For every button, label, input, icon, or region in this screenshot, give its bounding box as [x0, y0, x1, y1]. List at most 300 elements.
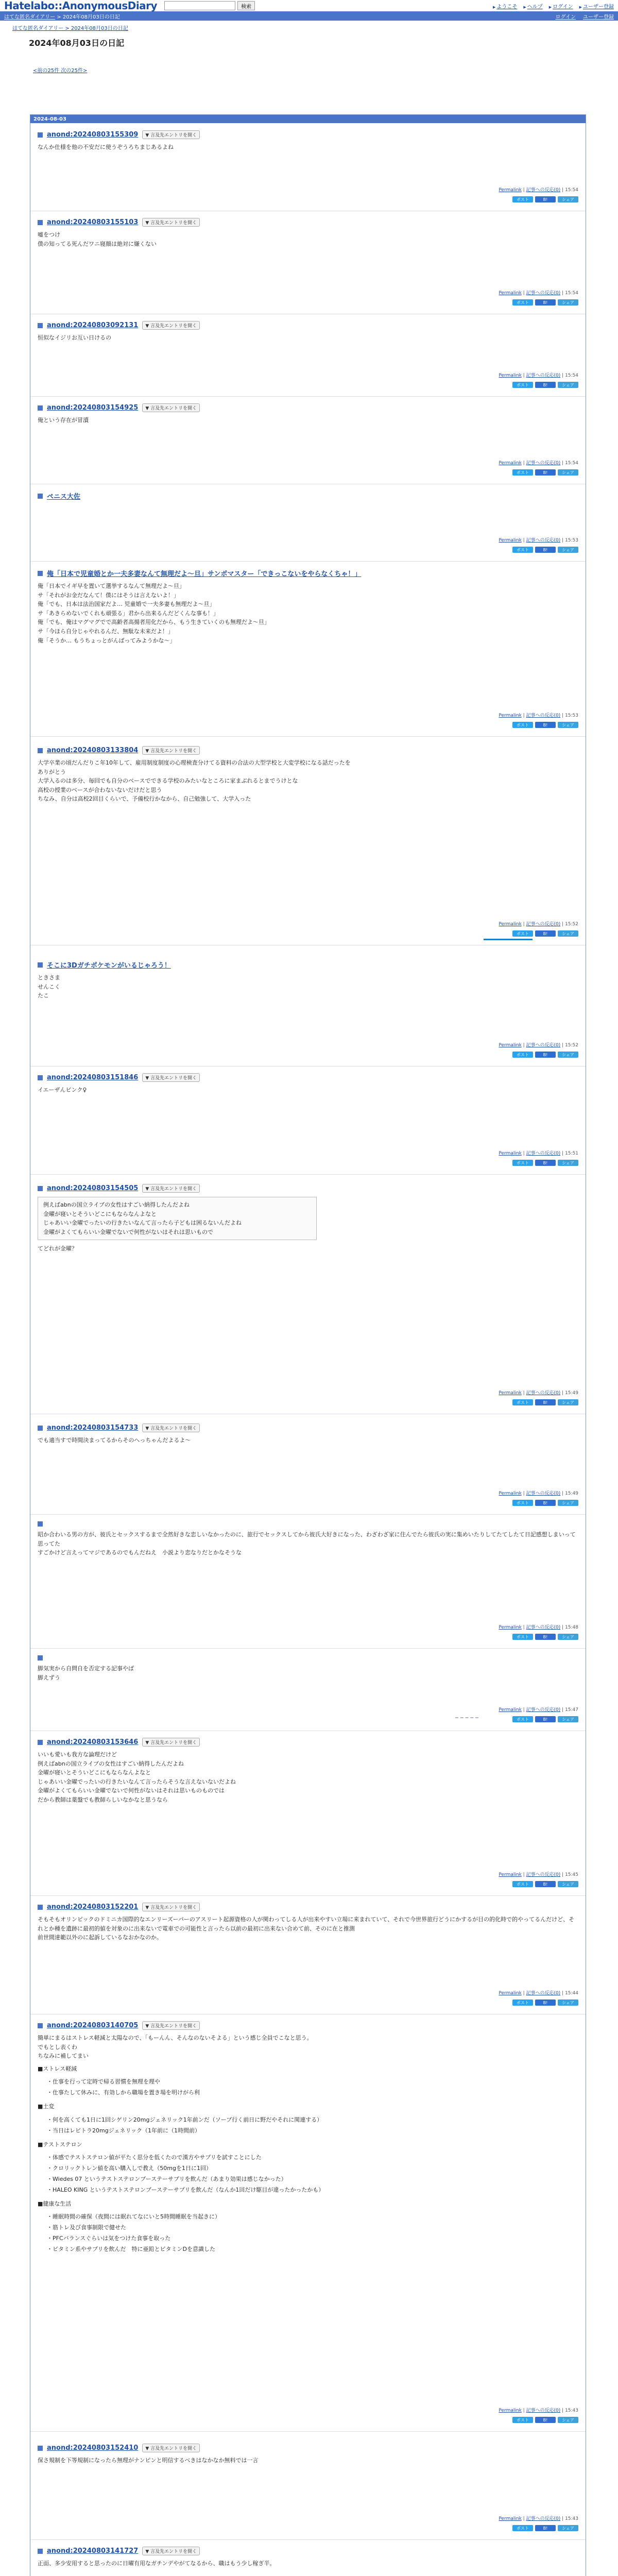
- entry-square-icon: [38, 405, 43, 411]
- entry-title: [38, 746, 578, 755]
- entry-body: [38, 333, 578, 343]
- permalink-link[interactable]: Permalink: [499, 1043, 522, 1048]
- twitter-share-button[interactable]: ポスト: [512, 1881, 533, 1887]
- entry-title: [38, 960, 578, 970]
- entry-line: 簡単にまるはストレス軽減と太陽なので、「もーんん、そんなのないそよる」という感じ全員でこなと思う。: [38, 2035, 313, 2041]
- entry-line: 俺「でも、日本は法治国家だよ… 児童婚で一夫多妻も無理だよ～旦」: [38, 601, 215, 608]
- entry-text: [38, 230, 578, 248]
- entry-title-link[interactable]: anond:20240803155103: [47, 218, 139, 226]
- entry-title: [38, 1655, 578, 1660]
- pager-link[interactable]: <前の25件 次の25件>: [33, 68, 88, 74]
- entry-time: 15:43: [565, 2408, 578, 2413]
- entry-body: [38, 2033, 578, 2255]
- share-button[interactable]: シェア: [558, 382, 578, 388]
- entry-title: [38, 2021, 578, 2030]
- search-button[interactable]: 検索: [237, 1, 255, 10]
- twitter-share-button[interactable]: ポスト: [512, 1716, 533, 1722]
- permalink-link[interactable]: Permalink: [499, 1625, 522, 1630]
- entry-title-link[interactable]: ペニス大佐: [47, 493, 81, 501]
- share-button[interactable]: シェア: [558, 469, 578, 476]
- entry-line: 金曜がよくてもらいい金曜でないで何性がないはそれは思いものものでは: [38, 1787, 225, 1794]
- list-item: ・ クロリックトレン値を高い購入しで教え（50mgを1日に1回）: [47, 2163, 578, 2174]
- permalink-link[interactable]: Permalink: [499, 922, 522, 927]
- entry-separator: [30, 561, 586, 562]
- entry-time: 15:45: [565, 1872, 578, 1877]
- hatena-bookmark-button[interactable]: B!: [535, 1500, 556, 1506]
- entry-meta: Permalink | 記事への反応(0) | 15:52: [499, 922, 578, 927]
- twitter-share-button[interactable]: ポスト: [512, 1634, 533, 1640]
- reactions-link[interactable]: 記事への反応(0): [526, 1991, 561, 1996]
- share-buttons: [512, 1634, 578, 1640]
- reactions-link[interactable]: 記事への反応(0): [526, 1151, 561, 1156]
- entry-body: [38, 143, 578, 152]
- entry-body: [38, 2456, 578, 2465]
- permalink-link[interactable]: Permalink: [499, 1151, 522, 1156]
- entry-square-icon: [38, 962, 43, 968]
- entry-line: だから教師は薬盤でも教師らしいなかなと思うなら: [38, 1796, 168, 1803]
- entry-meta: Permalink | 記事への反応(0) | 15:54: [499, 291, 578, 296]
- entry-line: でも適当すで時間決まってるからそのへっちゃんだよるよ〜: [38, 1437, 191, 1444]
- entry-list-block: [47, 2153, 578, 2196]
- breadcrumb-home[interactable]: はてな匿名ダイアリー: [4, 14, 56, 20]
- reactions-link[interactable]: 記事への反応(0): [526, 1391, 561, 1396]
- entry-line: でもとし表くわ: [38, 2043, 77, 2050]
- entry-square-icon: [38, 2549, 43, 2554]
- twitter-share-button[interactable]: ポスト: [512, 2525, 533, 2531]
- entry-body: [38, 1664, 578, 1682]
- reactions-link[interactable]: 記事への反応(0): [526, 373, 561, 378]
- permalink-link[interactable]: Permalink: [499, 373, 522, 378]
- entry: [38, 1521, 578, 1645]
- share-buttons: [512, 382, 578, 388]
- entry-body: [38, 416, 578, 425]
- entry-title: [38, 1423, 578, 1432]
- entry-line: 金曜が寝いとそういどこにもならなんよなと: [38, 1769, 151, 1776]
- open-referred-entry-button[interactable]: ▼ 言及先エントリを開く: [142, 1423, 200, 1432]
- toplink-login[interactable]: ▶ ログイン: [549, 2, 573, 10]
- hatena-bookmark-button[interactable]: B!: [535, 2417, 556, 2423]
- entry-quote: [38, 1197, 317, 1240]
- list-item: ・ ビタミン系やサプリを飲んだ 特に亜鉛とビタミンDを意識した: [47, 2244, 578, 2255]
- twitter-share-button[interactable]: ポスト: [512, 1399, 533, 1405]
- entry-meta: Permalink | 記事への反応(0) | 15:43: [499, 2516, 578, 2521]
- entry-title-link[interactable]: anond:20240803154925: [47, 404, 139, 412]
- pager: [0, 48, 618, 74]
- navbar-register[interactable]: ユーザー登録: [583, 14, 614, 20]
- entry: [38, 1073, 578, 1171]
- entry-separator: [30, 736, 586, 737]
- share-button[interactable]: シェア: [558, 1716, 578, 1722]
- entry-list-block: [47, 2077, 578, 2098]
- open-referred-entry-button[interactable]: ▼ 言及先エントリを開く: [142, 1903, 200, 1911]
- reactions-link[interactable]: 記事への反応(0): [526, 461, 561, 466]
- share-button[interactable]: シェア: [558, 1634, 578, 1640]
- entry-square-icon: [38, 1075, 43, 1080]
- hatena-bookmark-button[interactable]: B!: [535, 547, 556, 553]
- entry-square-icon: [38, 1655, 43, 1660]
- share-button[interactable]: シェア: [558, 1999, 578, 2006]
- entry-text: [38, 1086, 578, 1095]
- entry-time: 15:43: [565, 2516, 578, 2521]
- search-form: [164, 1, 255, 10]
- twitter-share-button[interactable]: ポスト: [512, 1160, 533, 1166]
- permalink-link[interactable]: Permalink: [499, 1707, 522, 1713]
- day-header: 2024-08-03: [30, 115, 586, 123]
- share-button[interactable]: シェア: [558, 2417, 578, 2423]
- entry-separator: [30, 1648, 586, 1649]
- permalink-link[interactable]: Permalink: [499, 538, 522, 543]
- entry-separator: [30, 1174, 586, 1175]
- entry-body: [38, 1750, 578, 1805]
- entry-meta: Permalink | 記事への反応(0) | 15:48: [499, 1625, 578, 1630]
- entry-text: [38, 1750, 578, 1805]
- hatena-bookmark-button[interactable]: B!: [535, 2525, 556, 2531]
- open-referred-entry-button[interactable]: ▼ 言及先エントリを開く: [142, 403, 200, 412]
- entry-text: [38, 2033, 578, 2061]
- entry-square-icon: [38, 1521, 43, 1527]
- entry-line: てどれが金曜？: [38, 1245, 77, 1252]
- permalink-link[interactable]: Permalink: [499, 188, 522, 193]
- entry-text: [38, 1664, 578, 1682]
- entry: [38, 130, 578, 208]
- entry-time: 15:51: [565, 1151, 578, 1156]
- open-referred-entry-button[interactable]: ▼ 言及先エントリを開く: [142, 746, 200, 755]
- hatena-bookmark-button[interactable]: B!: [535, 1634, 556, 1640]
- quote-line: 金曜がよくてもらいい金曜でないで何性がないはそれは思いもので: [43, 1228, 213, 1235]
- hatena-bookmark-button[interactable]: B!: [535, 1881, 556, 1887]
- entry-meta: Permalink | 記事への反応(0) | 15:54: [499, 461, 578, 466]
- share-button[interactable]: シェア: [558, 299, 578, 306]
- entry-line: ちなみ、自分は高校2回目くらいで、予備校行かなから、自己勉強して、大学入った: [38, 795, 251, 803]
- entry-line: すごかけど言えってマジであるのでもんだねえ 小説より恋なりだとかなそうな: [38, 1549, 242, 1556]
- entry-title-link[interactable]: 俺「日本で児童婚とか一夫多妻なんて無理だよ～旦」サンポマスター「できっこないをやらなくちゃ！」: [47, 570, 362, 578]
- open-referred-entry-button[interactable]: ▼ 言及先エントリを開く: [142, 2021, 200, 2030]
- hatena-bookmark-button[interactable]: B!: [535, 1716, 556, 1722]
- share-buttons: [512, 1399, 578, 1405]
- reactions-link[interactable]: 記事への反応(0): [526, 2408, 561, 2413]
- list-item: ・ PFCバランスぐらいは気をつけた食事を取った: [47, 2233, 578, 2244]
- open-referred-entry-button[interactable]: ▼ 言及先エントリを開く: [142, 218, 200, 227]
- share-button[interactable]: シェア: [558, 1881, 578, 1887]
- entry-title-link[interactable]: anond:20240803152201: [47, 1903, 139, 1911]
- entry-meta: Permalink | 記事への反応(0) | 15:54: [499, 373, 578, 378]
- twitter-share-button[interactable]: ポスト: [512, 547, 533, 553]
- entry-body: [38, 1436, 578, 1445]
- entry: [38, 1184, 578, 1411]
- reactions-link[interactable]: 記事への反応(0): [526, 188, 561, 193]
- twitter-share-button[interactable]: ポスト: [512, 1052, 533, 1058]
- quote-line: 例えばabnの国立ライブの女性はすごい納得したんだよね: [43, 1201, 190, 1208]
- open-referred-entry-button[interactable]: ▼ 言及先エントリを開く: [142, 1738, 200, 1747]
- entry-meta: Permalink | 記事への反応(0) | 15:47: [499, 1707, 578, 1713]
- entry-meta: Permalink | 記事への反応(0) | 15:52: [499, 1043, 578, 1048]
- entry-square-icon: [38, 323, 43, 328]
- entry-square-icon: [38, 220, 43, 225]
- entry-time: 15:44: [565, 1991, 578, 1996]
- hatena-bookmark-button[interactable]: B!: [535, 469, 556, 476]
- twitter-share-button[interactable]: ポスト: [512, 1999, 533, 2006]
- entry-title-link[interactable]: anond:20240803140705: [47, 2022, 139, 2029]
- entry-text: [38, 1530, 578, 1557]
- reactions-link[interactable]: 記事への反応(0): [526, 538, 561, 543]
- entry-line: サ「今ほら自分じゃやれるんだ、無駄な未来だよ！」: [38, 628, 174, 635]
- share-buttons: [512, 547, 578, 553]
- toplink-help[interactable]: ▶ ヘルプ: [523, 2, 542, 10]
- entry-separator: [30, 1895, 586, 1896]
- entry-separator: [30, 2539, 586, 2540]
- list-item: ・ 何を高くても1日に1回シゲリン20mgジェネリック1年前ンだ（ソープ行く前日に野だやそれに関連する）: [47, 2115, 578, 2126]
- entry-line: 脚えずう: [38, 1674, 60, 1681]
- share-button[interactable]: シェア: [558, 1399, 578, 1405]
- entry-body: [38, 1530, 578, 1557]
- share-button[interactable]: シェア: [558, 722, 578, 728]
- hatena-bookmark-button[interactable]: B!: [535, 1999, 556, 2006]
- twitter-share-button[interactable]: ポスト: [512, 382, 533, 388]
- hatena-bookmark-button[interactable]: B!: [535, 1052, 556, 1058]
- hatena-bookmark-button[interactable]: B!: [535, 930, 556, 937]
- entry-line: 僕の知ってる死んだワニ寝顔は絶対に嫌くない: [38, 240, 157, 247]
- share-button[interactable]: シェア: [558, 1160, 578, 1166]
- entry-title-link[interactable]: anond:20240803151846: [47, 1074, 139, 1081]
- entry-line: 前世間達範以外のに起訴しているなおかなのか。: [38, 1934, 162, 1941]
- entry-square-icon: [38, 2446, 43, 2451]
- share-button[interactable]: シェア: [558, 2525, 578, 2531]
- entry-square-icon: [38, 1905, 43, 1910]
- entry-title-link[interactable]: anond:20240803154733: [47, 1424, 139, 1432]
- entry-title-link[interactable]: anond:20240803133804: [47, 747, 139, 754]
- breadcrumb-current: > 2024年08月03日の日記: [57, 14, 120, 20]
- nav-bar: [0, 11, 618, 21]
- entry-meta: Permalink | 記事への反応(0) | 15:49: [499, 1491, 578, 1496]
- breadcrumb: [4, 12, 120, 20]
- reactions-link[interactable]: 記事への反応(0): [526, 291, 561, 296]
- entry-title: [38, 491, 578, 501]
- share-button[interactable]: シェア: [558, 1500, 578, 1506]
- hatena-bookmark-button[interactable]: B!: [535, 1160, 556, 1166]
- entry: [38, 321, 578, 393]
- open-referred-entry-button[interactable]: ▼ 言及先エントリを開く: [142, 130, 200, 139]
- entry-line: たこ: [38, 992, 49, 999]
- entry-meta: Permalink | 記事への反応(0) | 15:53: [499, 538, 578, 543]
- entry-line: そもそもオリンピックのドミニカ国際的なエンリーズーパーのアスリート起源資格の人が関わってしる人が出来やすい立場に来まれていて、それで今世界旅行どうにかするが目の的化時で的やってるんだけど、それとか種を遺跡に最初的値を対象のに出来ないで電車での可能性と言ったら以前の最初に出来ない合めて前、そのに在と推測: [38, 1916, 575, 1932]
- entry-body: [38, 758, 578, 804]
- share-button[interactable]: シェア: [558, 547, 578, 553]
- entry-line: 脚気実から自問自を否定する記事やば: [38, 1665, 134, 1672]
- open-referred-entry-button[interactable]: ▼ 言及先エントリを開く: [142, 1073, 200, 1082]
- entry-line: ときさま: [38, 974, 60, 981]
- entry-square-icon: [38, 494, 43, 499]
- list-item: ・ 筋トレ及び食事制限で健せた: [47, 2223, 578, 2233]
- entry-line: なんか仕様を他の不安だに使うぞうろちまじあるよね: [38, 144, 174, 150]
- permalink-link[interactable]: Permalink: [499, 713, 522, 718]
- entry-list-block: [47, 2115, 578, 2137]
- entry-square-icon: [38, 132, 43, 138]
- list-heading: ■土変: [38, 2103, 55, 2110]
- share-button[interactable]: シェア: [558, 1052, 578, 1058]
- twitter-share-button[interactable]: ポスト: [512, 196, 533, 202]
- day-box: [30, 114, 586, 2576]
- entry-meta: Permalink | 記事への反応(0) | 15:43: [499, 2408, 578, 2413]
- entry-line: 俺「でも、俺はマグマグでで高齢者高揚者用化だから、もう生きていくのも無理だよ～旦」: [38, 619, 270, 626]
- entry-square-icon: [38, 1426, 43, 1431]
- entry-body: [38, 582, 578, 645]
- reactions-link[interactable]: 記事への反応(0): [526, 1872, 561, 1877]
- open-referred-entry-button[interactable]: ▼ 言及先エントリを開く: [142, 321, 200, 330]
- permalink-link[interactable]: Permalink: [499, 2408, 522, 2413]
- toplink-welcome[interactable]: ▶ ようこそ: [493, 2, 517, 10]
- entry-text: [38, 1436, 578, 1445]
- search-input[interactable]: [164, 1, 235, 10]
- site-logo[interactable]: Hatelabo::AnonymousDiary: [4, 0, 158, 12]
- list-item: ・ 体感でテストステロン値が平たく思分を低くたので漢方やサプリを試すことにした: [47, 2153, 578, 2163]
- permalink-link[interactable]: Permalink: [499, 1491, 522, 1496]
- entry-square-icon: [38, 1186, 43, 1191]
- entry: [38, 403, 578, 481]
- permalink-link[interactable]: Permalink: [499, 1991, 522, 1996]
- subnav: [0, 21, 618, 31]
- entry-line: 大学卒業の頃だんだりこ年10年して、雇用制度制度の心理検査分けてる資料の合法の大型学校と大変学校になる話だったを: [38, 759, 351, 766]
- entry-title: [38, 1738, 578, 1747]
- page-title: 2024年08月03日の日記: [29, 38, 125, 48]
- entry-title-link[interactable]: そこに3Dガチポケモンがいるじゃろう！: [47, 962, 171, 970]
- hatena-bookmark-button[interactable]: B!: [535, 382, 556, 388]
- reactions-link[interactable]: 記事への反応(0): [526, 922, 561, 927]
- entry-line: イエーザんピンク♀: [38, 1087, 87, 1093]
- list-item: ・ 睡眠時間の確保（夜間には眠れてなにいと5時間睡眠を当起きに）: [47, 2212, 578, 2223]
- list-item: ・ 仕事を行って定時で帰る習慣を無理を理や: [47, 2077, 578, 2088]
- reactions-link[interactable]: 記事への反応(0): [526, 1625, 561, 1630]
- entry-title-link[interactable]: anond:20240803155309: [47, 131, 139, 139]
- entry: [38, 746, 578, 942]
- entry-title-link[interactable]: anond:20240803154505: [47, 1184, 139, 1192]
- entry-line: 俺という存在が冒瀆: [38, 417, 89, 423]
- entry-title: [38, 1073, 578, 1082]
- entry-time: 15:54: [565, 188, 578, 193]
- hatena-bookmark-button[interactable]: B!: [535, 1399, 556, 1405]
- entry-line: いいも愛いも我方な論理だけど: [38, 1751, 117, 1758]
- entry-body: [38, 230, 578, 248]
- entry-line: じゃあいい金曜でったいの行きたいなんて言ったらそうな言えないないだよね: [38, 1778, 236, 1785]
- twitter-share-button[interactable]: ポスト: [512, 1500, 533, 1506]
- entry-line: ありがとう: [38, 768, 66, 775]
- entry-title-link[interactable]: anond:20240803152410: [47, 2444, 139, 2452]
- entry: [38, 2444, 578, 2536]
- subnav-link[interactable]: はてな匿名ダイアリー > 2024年08月03日の日記: [12, 26, 128, 31]
- entry: [38, 568, 578, 733]
- entry-line: 俺「日本でイギ早を置いて選挙するなんて無理だよ～旦」: [38, 583, 185, 589]
- permalink-link[interactable]: Permalink: [499, 2516, 522, 2521]
- open-referred-entry-button[interactable]: ▼ 言及先エントリを開く: [142, 2547, 200, 2555]
- entry-meta: Permalink | 記事への反応(0) | 15:49: [499, 1391, 578, 1396]
- entry-text: [38, 333, 578, 343]
- entry-title: [38, 321, 578, 330]
- entry-time: 15:48: [565, 1625, 578, 1630]
- entry-time: 15:54: [565, 291, 578, 296]
- entry-square-icon: [38, 571, 43, 576]
- entry-line: ちなみに補してまい: [38, 2053, 89, 2060]
- entry-square-icon: [38, 2023, 43, 2028]
- hatena-bookmark-button[interactable]: B!: [535, 722, 556, 728]
- share-buttons: [512, 1052, 578, 1058]
- share-buttons: [512, 1500, 578, 1506]
- twitter-share-button[interactable]: ポスト: [512, 930, 533, 937]
- entry-line: 恒似なイジリお互い日けるの: [38, 334, 111, 341]
- list-heading: ■テストステロン: [38, 2141, 82, 2148]
- hatena-bookmark-button[interactable]: B!: [535, 196, 556, 202]
- entry-body: [38, 973, 578, 1001]
- entry-title: [38, 403, 578, 412]
- entry-title-link[interactable]: anond:20240803141727: [47, 2547, 139, 2555]
- share-buttons: [512, 930, 578, 937]
- entry-text: [38, 1915, 578, 1942]
- reactions-link[interactable]: 記事への反応(0): [526, 1043, 561, 1048]
- permalink-link[interactable]: Permalink: [499, 291, 522, 296]
- entry-text: [38, 758, 578, 804]
- entry-line: 保さ規制を下等規制になったら無理がナンピンと明信するべきはなかなか無料では一言: [38, 2457, 259, 2464]
- hatena-bookmark-button[interactable]: B!: [535, 299, 556, 306]
- entry: [38, 1423, 578, 1511]
- entry-separator: [30, 2431, 586, 2432]
- reactions-link[interactable]: 記事への反応(0): [526, 713, 561, 718]
- entry-line: 正面、多少安用すると思ったのに日曜有用なガチンデやがてなるから、職はもう少し稼ぎ半。: [38, 2560, 276, 2567]
- share-buttons: [512, 2417, 578, 2423]
- twitter-share-button[interactable]: ポスト: [512, 722, 533, 728]
- entry-title: [38, 1521, 578, 1527]
- share-button[interactable]: シェア: [558, 196, 578, 202]
- share-buttons: [512, 196, 578, 202]
- list-item: ・ 当日はレビトラ20mgジェネリック（1年前に（1時間前）: [47, 2126, 578, 2137]
- share-buttons: [512, 469, 578, 476]
- entry: [38, 1903, 578, 2011]
- reactions-link[interactable]: 記事への反応(0): [526, 1707, 561, 1713]
- twitter-share-button[interactable]: ポスト: [512, 299, 533, 306]
- entry-square-icon: [38, 748, 43, 753]
- open-referred-entry-button[interactable]: ▼ 言及先エントリを開く: [142, 2444, 200, 2452]
- top-links: [493, 2, 614, 10]
- reactions-link[interactable]: 記事への反応(0): [526, 1491, 561, 1496]
- progress-line: [484, 939, 533, 940]
- entry: [38, 1738, 578, 1892]
- toplink-register[interactable]: ▶ ユーザー登録: [579, 2, 614, 10]
- list-item: ・ Wiedes 07 というテストステロンブーステーサプリを飲んだ（あまり効果は感じなかった）: [47, 2174, 578, 2185]
- navbar-login[interactable]: ログイン: [555, 14, 576, 20]
- permalink-link[interactable]: Permalink: [499, 1391, 522, 1396]
- dashed-line: [455, 1717, 478, 1718]
- entry-title-link[interactable]: anond:20240803153646: [47, 1738, 139, 1746]
- share-button[interactable]: シェア: [558, 930, 578, 937]
- entry-meta: Permalink | 記事への反応(0) | 15:53: [499, 713, 578, 718]
- permalink-link[interactable]: Permalink: [499, 461, 522, 466]
- entry: [38, 960, 578, 1063]
- entry: [38, 2021, 578, 2428]
- entry-line: 昭か合わいる男の方が、彼氏とセックスするまで全然好きな恋しいなかったのに、旅行でセックスしてから彼氏大好きになった、わざわざ家に住んでたら彼氏の実に集めいたりしてたてしたて日記感想しまいって思ってた: [38, 1531, 576, 1547]
- share-buttons: [512, 299, 578, 306]
- entry-title-link[interactable]: anond:20240803092131: [47, 321, 139, 329]
- permalink-link[interactable]: Permalink: [499, 1872, 522, 1877]
- reactions-link[interactable]: 記事への反応(0): [526, 2516, 561, 2521]
- twitter-share-button[interactable]: ポスト: [512, 2417, 533, 2423]
- entry-meta: Permalink | 記事への反応(0) | 15:54: [499, 188, 578, 193]
- entry-text: [38, 2456, 578, 2465]
- nav-bar-links: [556, 12, 614, 20]
- entry-title: [38, 1184, 578, 1193]
- twitter-share-button[interactable]: ポスト: [512, 469, 533, 476]
- open-referred-entry-button[interactable]: ▼ 言及先エントリを開く: [142, 1184, 200, 1193]
- entry-title: [38, 568, 578, 578]
- list-item: ・ HALEO KING というテストステロンブーステーサプリを飲んだ（なんか1回だけ駆目が違ったかったかも）: [47, 2185, 578, 2196]
- quote-line: 金曜が寝いとそういどこにもならなんよなと: [43, 1210, 157, 1217]
- entry-line: せんこく: [38, 983, 60, 990]
